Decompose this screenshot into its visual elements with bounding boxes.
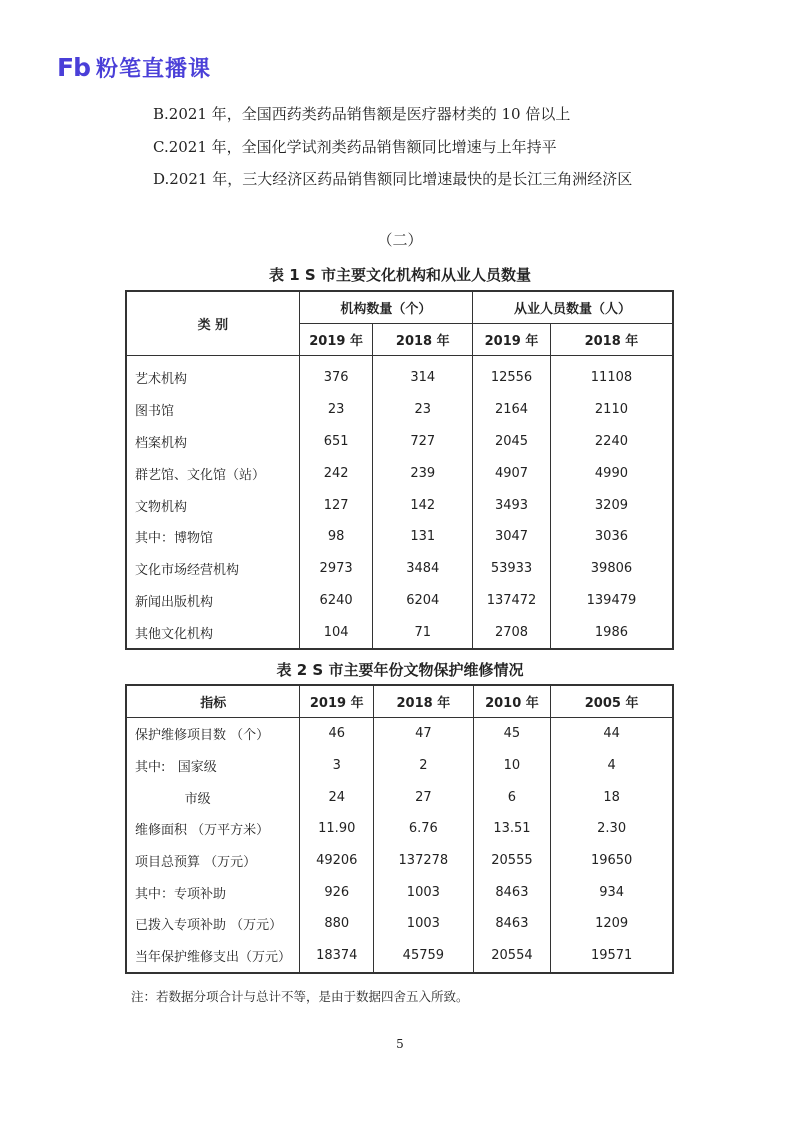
table-cell: 727	[373, 426, 473, 458]
table-row	[126, 521, 673, 553]
table-cell: 18374	[300, 940, 374, 973]
table2-title: 表 2 S 市主要年份文物保护维修情况	[276, 661, 524, 679]
table-row	[126, 813, 673, 845]
culture-institutions-table	[125, 290, 674, 650]
table-cell: 137472	[473, 585, 551, 617]
table-cell: 3	[300, 750, 374, 782]
table-cell: 104	[299, 616, 373, 649]
row-label: 其他文化机构	[135, 626, 214, 642]
row-label: 其中：博物馆	[135, 531, 214, 547]
table-cell: 314	[373, 356, 473, 394]
table-cell: 880	[300, 908, 374, 940]
option-c: C.2021 年，全国化学试剂类药品销售额同比增速与上年持平	[153, 138, 557, 156]
table-cell: 1986	[550, 616, 673, 649]
table-cell: 39806	[550, 553, 673, 585]
table-row	[126, 940, 673, 973]
option-d: D.2021 年，三大经济区药品销售额同比增速最快的是长江三角洲经济区	[153, 170, 633, 188]
category-header: 类 别	[126, 291, 299, 356]
table-row	[126, 845, 673, 877]
table-cell: 2045	[473, 426, 551, 458]
table-cell: 3484	[373, 553, 473, 585]
table-cell: 20555	[473, 845, 551, 877]
year-header: 2018 年	[374, 685, 474, 718]
table-cell: 6.76	[374, 813, 474, 845]
table-row	[126, 718, 673, 750]
table-cell: 18	[551, 781, 673, 813]
table-cell: 4990	[550, 457, 673, 489]
brand-name: 粉笔直播课	[95, 57, 211, 82]
table-cell: 44	[551, 718, 673, 750]
table-cell: 1003	[374, 908, 474, 940]
table-cell: 131	[373, 521, 473, 553]
row-label: 文物机构	[135, 499, 188, 515]
option-b: B.2021 年，全国西药类药品销售额是医疗器材类的 10 倍以上	[153, 105, 571, 123]
table1-title: 表 1 S 市主要文化机构和从业人员数量	[269, 266, 531, 284]
table-row	[126, 585, 673, 617]
table-row	[126, 356, 673, 394]
table-cell: 23	[299, 394, 373, 426]
table-cell: 3036	[550, 521, 673, 553]
row-label: 维修面积 （万平方米）	[135, 823, 270, 839]
row-label: 其中：专项补助	[135, 886, 227, 902]
table-cell: 2.30	[551, 813, 673, 845]
institutions-count-header: 机构数量（个）	[299, 291, 472, 324]
row-label: 文化市场经营机构	[135, 563, 240, 579]
page-number: 5	[396, 1037, 404, 1051]
table-cell: 27	[374, 781, 474, 813]
table-row	[126, 908, 673, 940]
table-cell: 98	[299, 521, 373, 553]
table-cell: 139479	[550, 585, 673, 617]
table-cell: 926	[300, 876, 374, 908]
table-row	[126, 457, 673, 489]
table-cell: 1209	[551, 908, 673, 940]
table-row	[126, 394, 673, 426]
table-cell: 47	[374, 718, 474, 750]
table-cell: 6204	[373, 585, 473, 617]
table-cell: 53933	[473, 553, 551, 585]
table-cell: 651	[299, 426, 373, 458]
table-cell: 4907	[473, 457, 551, 489]
table-cell: 239	[373, 457, 473, 489]
table-cell: 46	[300, 718, 374, 750]
brand-logo	[57, 52, 211, 83]
indicator-header: 指标	[126, 685, 300, 718]
year-header: 2018 年	[550, 324, 673, 356]
row-label: 已拨入专项补助 （万元）	[135, 918, 283, 934]
table-cell: 2	[374, 750, 474, 782]
relic-protection-table	[125, 684, 674, 974]
table-cell: 3493	[473, 489, 551, 521]
table-cell: 2240	[550, 426, 673, 458]
year-header: 2019 年	[299, 324, 373, 356]
table-row	[126, 781, 673, 813]
section-title: （二）	[377, 231, 423, 249]
table-cell: 13.51	[473, 813, 551, 845]
table-cell: 23	[373, 394, 473, 426]
row-label: 群艺馆、文化馆（站）	[135, 467, 266, 483]
table-cell: 242	[299, 457, 373, 489]
table-cell: 2708	[473, 616, 551, 649]
row-label: 保护维修项目数 （个）	[135, 728, 270, 744]
table-cell: 8463	[473, 908, 551, 940]
row-label: 项目总预算 （万元）	[135, 855, 257, 871]
table-row	[126, 489, 673, 521]
table-row	[126, 616, 673, 649]
table-cell: 137278	[374, 845, 474, 877]
table-cell: 2973	[299, 553, 373, 585]
table-cell: 49206	[300, 845, 374, 877]
table-cell: 20554	[473, 940, 551, 973]
row-label: 其中: 国家级	[135, 760, 217, 776]
table-cell: 4	[551, 750, 673, 782]
year-header: 2019 年	[473, 324, 551, 356]
table-row	[126, 426, 673, 458]
year-header: 2005 年	[551, 685, 673, 718]
table-cell: 24	[300, 781, 374, 813]
table-row	[126, 750, 673, 782]
table-cell: 142	[373, 489, 473, 521]
employees-count-header: 从业人员数量（人）	[473, 291, 673, 324]
table-cell: 12556	[473, 356, 551, 394]
table-cell: 3209	[550, 489, 673, 521]
table-cell: 6240	[299, 585, 373, 617]
table-row	[126, 553, 673, 585]
table-cell: 19650	[551, 845, 673, 877]
table-cell: 376	[299, 356, 373, 394]
table-cell: 11.90	[300, 813, 374, 845]
row-label: 市级	[135, 791, 211, 807]
year-header: 2010 年	[473, 685, 551, 718]
table-cell: 45	[473, 718, 551, 750]
table-cell: 8463	[473, 876, 551, 908]
table-row	[126, 876, 673, 908]
row-label: 图书馆	[135, 404, 175, 420]
table-cell: 127	[299, 489, 373, 521]
table-cell: 934	[551, 876, 673, 908]
table-cell: 71	[373, 616, 473, 649]
table-cell: 19571	[551, 940, 673, 973]
table-cell: 6	[473, 781, 551, 813]
table-cell: 1003	[374, 876, 474, 908]
table-cell: 11108	[550, 356, 673, 394]
row-label: 档案机构	[135, 435, 188, 451]
table-cell: 2164	[473, 394, 551, 426]
fb-logo-icon: Fb	[57, 53, 90, 82]
row-label: 当年保护维修支出（万元）	[135, 950, 292, 966]
row-label: 艺术机构	[135, 372, 188, 388]
table-footnote: 注：若数据分项合计与总计不等，是由于数据四舍五入所致。	[131, 989, 469, 1004]
row-label: 新闻出版机构	[135, 594, 214, 610]
table-cell: 10	[473, 750, 551, 782]
table-cell: 3047	[473, 521, 551, 553]
year-header: 2018 年	[373, 324, 473, 356]
table-cell: 2110	[550, 394, 673, 426]
table-cell: 45759	[374, 940, 474, 973]
year-header: 2019 年	[300, 685, 374, 718]
